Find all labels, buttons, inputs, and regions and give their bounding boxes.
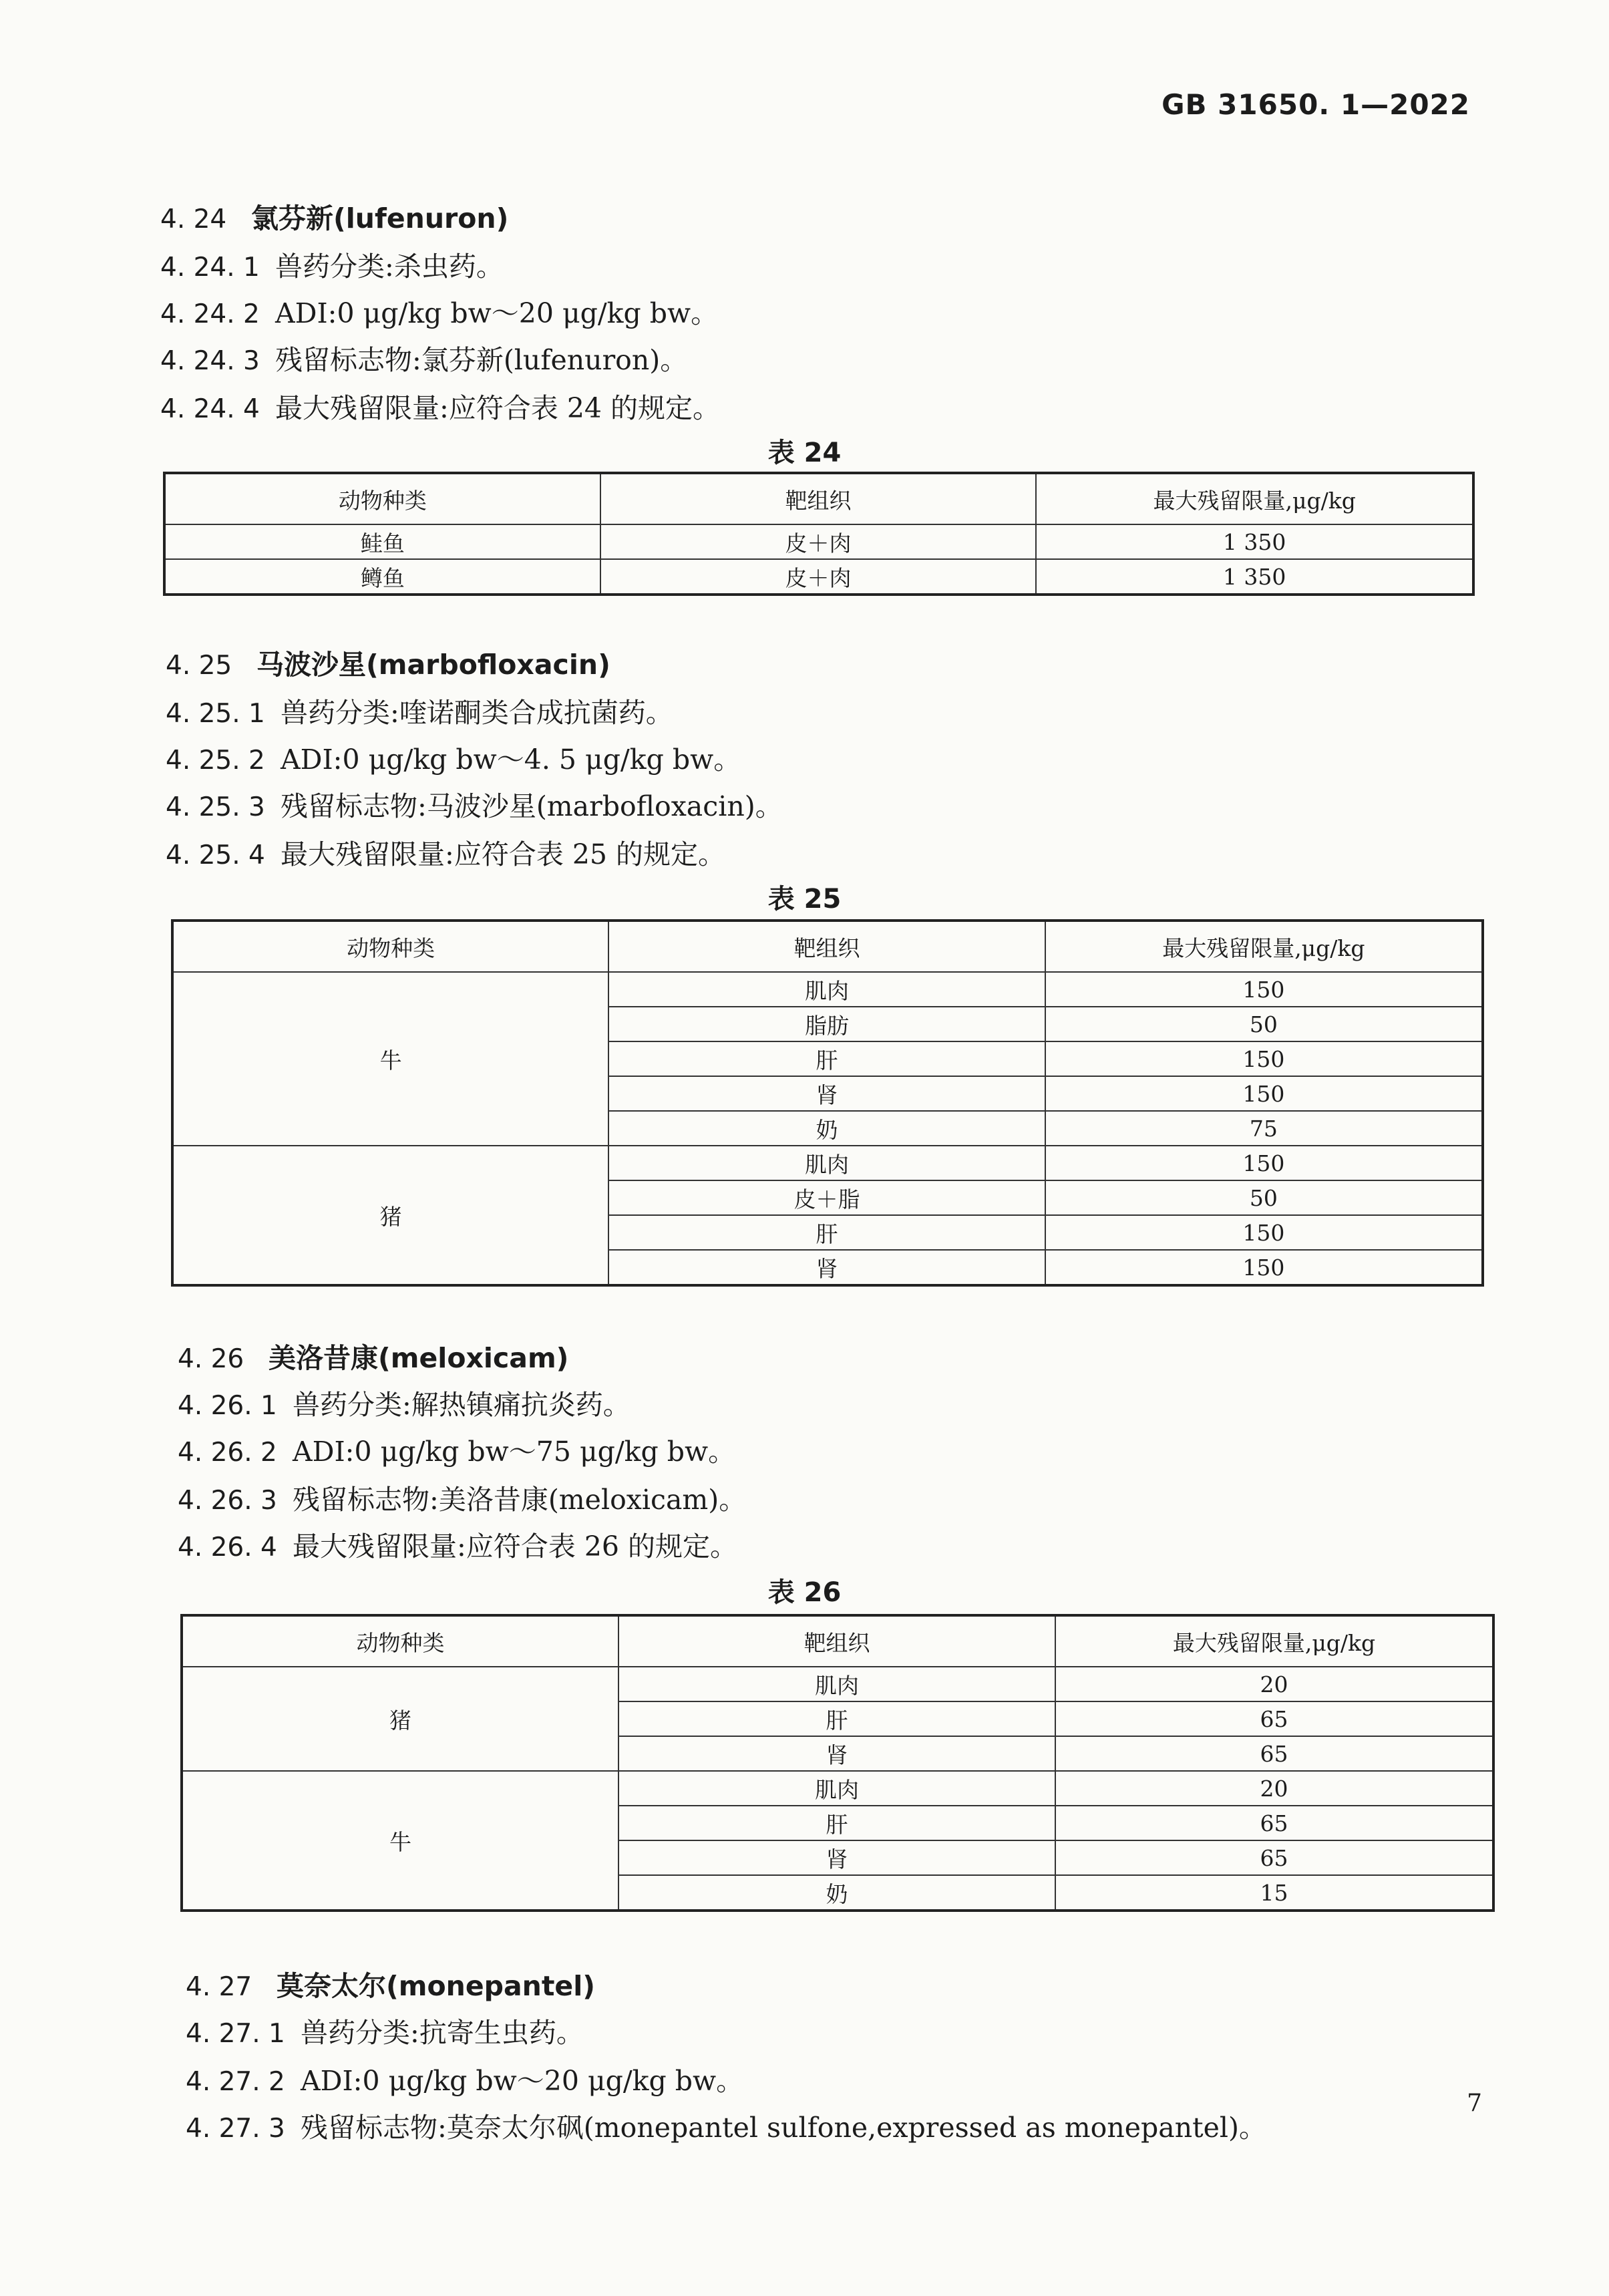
mrl-cell: 75 [1045,1111,1483,1146]
clause [186,2011,584,2050]
residue-table-24 [163,472,1475,596]
clause [186,2059,743,2098]
mrl-cell: 50 [1045,1180,1483,1215]
table-caption: 表 25 [767,884,842,915]
mrl-cell: 65 [1055,1840,1493,1875]
clause-number: 4. 24. 1 [160,253,260,283]
mrl-cell: 150 [1045,1146,1483,1180]
header-mrl: 最大残留限量,μg/kg [1036,473,1473,524]
clause-number: 4. 25. 2 [166,746,265,776]
page-number: 7 [1467,2090,1482,2117]
clause [178,1524,737,1564]
mrl-cell: 150 [1045,1250,1483,1285]
standard-code: GB 31650. 1—2022 [1161,88,1470,121]
animal-cell: 鳟鱼 [164,559,600,595]
section-heading [160,196,508,236]
clause-text: ADI:0 μg/kg bw～4. 5 μg/kg bw。 [281,744,741,776]
mrl-cell: 150 [1045,972,1483,1007]
mrl-cell: 20 [1055,1667,1493,1701]
mrl-cell: 65 [1055,1736,1493,1771]
clause [160,291,718,331]
clause-number: 4. 27. 1 [186,2019,285,2049]
clause-text: 兽药分类:解热镇痛抗炎药。 [293,1389,631,1421]
section-title: 氯芬新(lufenuron) [251,202,509,234]
mrl-cell: 150 [1045,1076,1483,1111]
mrl-cell: 1 350 [1036,559,1473,595]
table-row [182,1667,1493,1701]
section-heading [178,1336,568,1375]
animal-cell: 猪 [172,1146,608,1285]
tissue-cell: 肌肉 [618,1771,1055,1806]
table-header-row [182,1615,1493,1667]
tissue-cell: 肝 [608,1041,1045,1076]
tissue-cell: 肾 [618,1736,1055,1771]
tissue-cell: 皮＋肉 [600,524,1037,559]
residue-table-25 [171,919,1484,1287]
tissue-cell: 奶 [618,1875,1055,1911]
table-caption: 表 24 [767,438,842,468]
clause [178,1430,735,1469]
animal-cell: 鲑鱼 [164,524,600,559]
tissue-cell: 肝 [608,1215,1045,1250]
tissue-cell: 奶 [608,1111,1045,1146]
clause-text: 最大残留限量:应符合表 25 的规定。 [281,838,726,870]
tissue-cell: 皮＋肉 [600,559,1037,595]
clause-text: ADI:0 μg/kg bw～20 μg/kg bw。 [301,2065,744,2097]
clause-number: 4. 26. 2 [178,1438,277,1468]
table-row [172,1146,1483,1180]
tissue-cell: 肾 [608,1076,1045,1111]
clause-number: 4. 27. 3 [186,2114,285,2144]
section-number: 4. 26 [178,1344,244,1374]
section-heading [186,1964,595,2003]
header-tissue: 靶组织 [608,921,1045,972]
clause-text: ADI:0 μg/kg bw～20 μg/kg bw。 [275,297,719,329]
tissue-cell: 肾 [608,1250,1045,1285]
clause-text: 兽药分类:抗寄生虫药。 [301,2017,584,2049]
tissue-cell: 肌肉 [618,1667,1055,1701]
header-animal: 动物种类 [172,921,608,972]
clause [178,1383,631,1422]
clause-text: 最大残留限量:应符合表 24 的规定。 [275,392,721,424]
animal-cell: 牛 [172,972,608,1146]
clause-number: 4. 25. 4 [166,840,265,870]
table-caption: 表 26 [767,1577,842,1608]
section-number: 4. 24 [160,204,227,234]
clause-number: 4. 26. 1 [178,1391,277,1421]
table-row [164,559,1473,595]
table-header-row [164,473,1473,524]
clause-text: 残留标志物:莫奈太尔砜(monepantel sulfone,expressed as monepantel)。 [301,2112,1266,2144]
mrl-cell: 1 350 [1036,524,1473,559]
table-row [182,1771,1493,1806]
mrl-cell: 20 [1055,1771,1493,1806]
table-header-row [172,921,1483,972]
clause-text: 残留标志物:美洛昔康(meloxicam)。 [293,1484,747,1516]
tissue-cell: 肌肉 [608,972,1045,1007]
header-mrl: 最大残留限量,μg/kg [1045,921,1483,972]
clause-number: 4. 24. 2 [160,299,260,329]
tissue-cell: 肌肉 [608,1146,1045,1180]
clause [160,244,504,284]
clause-number: 4. 27. 2 [186,2067,285,2097]
mrl-cell: 15 [1055,1875,1493,1911]
clause-text: 最大残留限量:应符合表 26 的规定。 [293,1530,738,1563]
clause-number: 4. 24. 4 [160,394,260,424]
tissue-cell: 肝 [618,1701,1055,1736]
mrl-cell: 150 [1045,1215,1483,1250]
clause [166,691,673,730]
section-heading [166,643,610,682]
clause [166,784,783,824]
residue-table-26 [180,1614,1495,1912]
clause [160,386,720,426]
clause-text: 残留标志物:氯芬新(lufenuron)。 [275,344,688,376]
clause-number: 4. 25. 3 [166,792,265,822]
tissue-cell: 肾 [618,1840,1055,1875]
clause-text: ADI:0 μg/kg bw～75 μg/kg bw。 [293,1436,736,1468]
clause-number: 4. 26. 3 [178,1486,277,1516]
clause [166,737,741,777]
table-row [164,524,1473,559]
header-animal: 动物种类 [164,473,600,524]
clause [166,832,725,872]
clause-number: 4. 25. 1 [166,699,265,729]
clause-text: 残留标志物:马波沙星(marbofloxacin)。 [281,790,783,822]
tissue-cell: 脂肪 [608,1007,1045,1041]
header-tissue: 靶组织 [600,473,1037,524]
animal-cell: 猪 [182,1667,618,1771]
section-title: 马波沙星(marbofloxacin) [256,649,610,681]
mrl-cell: 65 [1055,1701,1493,1736]
table-row [172,972,1483,1007]
mrl-cell: 150 [1045,1041,1483,1076]
clause-number: 4. 24. 3 [160,346,260,376]
tissue-cell: 皮＋脂 [608,1180,1045,1215]
section-number: 4. 27 [186,1972,252,2002]
animal-cell: 牛 [182,1771,618,1911]
clause-number: 4. 26. 4 [178,1532,277,1563]
section-number: 4. 25 [166,651,232,681]
header-animal: 动物种类 [182,1615,618,1667]
clause [160,338,687,377]
clause [178,1478,746,1517]
section-title: 美洛昔康(meloxicam) [269,1342,569,1374]
clause-text: 兽药分类:杀虫药。 [275,251,504,283]
section-title: 莫奈太尔(monepantel) [277,1970,596,2002]
clause [186,2106,1266,2145]
header-mrl: 最大残留限量,μg/kg [1055,1615,1493,1667]
mrl-cell: 65 [1055,1806,1493,1840]
header-tissue: 靶组织 [618,1615,1055,1667]
clause-text: 兽药分类:喹诺酮类合成抗菌药。 [281,697,673,729]
mrl-cell: 50 [1045,1007,1483,1041]
tissue-cell: 肝 [618,1806,1055,1840]
